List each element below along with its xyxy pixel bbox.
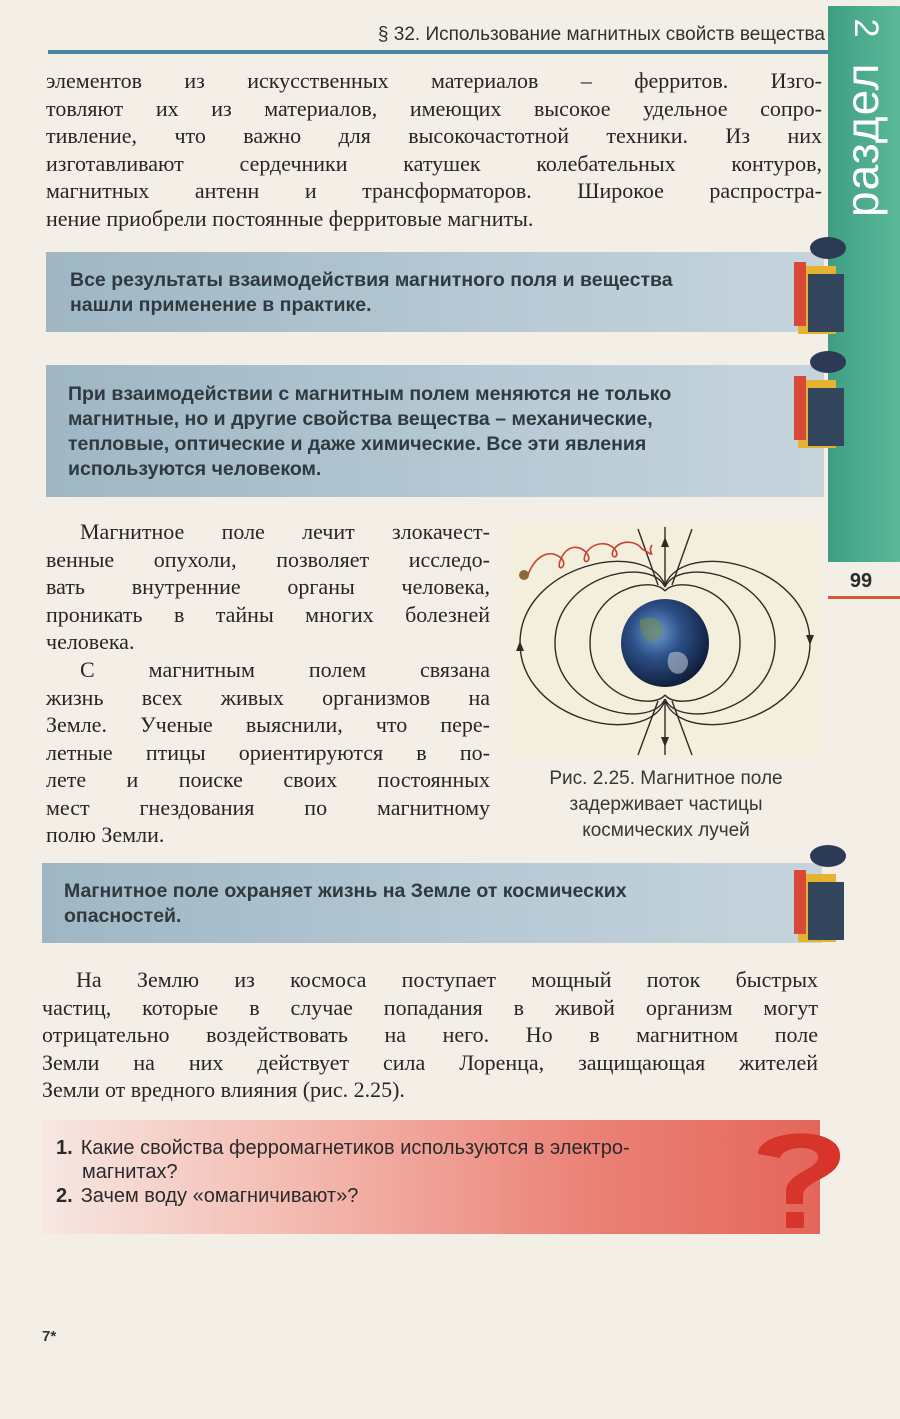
intro-paragraph: [46, 67, 822, 232]
info-icon: [792, 350, 848, 450]
text-line: изготавливают сердечники катушек колебательных контуров,: [46, 150, 822, 176]
text-line: вать внутренние органы человека,: [46, 574, 490, 599]
particle: [519, 570, 529, 580]
question-2: [56, 1184, 358, 1208]
text-line: элементов из искусственных материалов – ферритов. Изго-: [46, 68, 822, 93]
page-number-rule: [828, 596, 900, 599]
paragraph-lorentz: [42, 966, 818, 1104]
question-text-cont: магнитах?: [82, 1161, 178, 1183]
info-icon: [792, 844, 848, 944]
info-icon: [792, 236, 848, 336]
particle-spiral-path: [528, 542, 652, 575]
text-line: отрицательно воздействовать на него. Но в магнитном поле: [42, 1022, 818, 1047]
text-line: лете и поиске своих постоянных: [46, 767, 490, 792]
callout-line: Магнитное поле охраняет жизнь на Земле от космических: [64, 880, 627, 902]
paragraph-birds: [46, 656, 490, 849]
callout-line: Все результаты взаимодействия магнитного поля и вещества: [70, 269, 673, 291]
text-line: тивление, что важно для высокочастотной техники. Из них: [46, 123, 822, 148]
earth-field-illustration: [510, 525, 820, 757]
question-number: 1.: [56, 1137, 73, 1159]
text-line: человека.: [46, 629, 135, 654]
figure-earth-magnetic-field: [510, 525, 820, 757]
running-header: § 32. Использование магнитных свойств вещества: [377, 24, 825, 45]
header-rule: [48, 50, 828, 54]
text-line: венные опухоли, позволяет исследо-: [46, 546, 490, 572]
callout-line: опасностей.: [64, 905, 182, 927]
text-line: нение приобрели постоянные ферритовые магниты.: [46, 205, 534, 231]
text-line: жизнь всех живых организмов на: [46, 684, 490, 710]
text-line: полю Земли.: [46, 822, 165, 847]
text-line: Земли от вредного влияния (рис. 2.25).: [42, 1077, 405, 1102]
text-line: Магнитное поле лечит злокачест-: [80, 519, 490, 544]
question-number: 2.: [56, 1185, 73, 1207]
caption-line: космических лучей: [582, 820, 750, 841]
callout-practice: [46, 252, 824, 332]
text-line: проникать в тайны многих болезней: [46, 601, 490, 627]
figure-caption: [508, 766, 824, 844]
text-line: магнитных антенн и трансформаторов. Широкое распростра-: [46, 178, 822, 203]
text-line: На Землю из космоса поступает мощный поток быстрых: [76, 967, 818, 992]
signature-mark: 7*: [42, 1328, 57, 1345]
text-line: Земле. Ученые выяснили, что пере-: [46, 712, 490, 737]
text-line: мест гнездования по магнитному: [46, 794, 490, 820]
callout-protection: [42, 863, 822, 943]
text-line: товляют их из материалов, имеющих высокое удельное сопро-: [46, 95, 822, 121]
callout-line: магнитные, но и другие свойства вещества – механические,: [68, 408, 653, 430]
earth-globe: [621, 599, 709, 687]
text-line: летные птицы ориентируются в по-: [46, 739, 490, 765]
question-mark-icon: [748, 1124, 848, 1234]
question-text: Какие свойства ферромагнетиков используются в электро-: [80, 1137, 630, 1159]
paragraph-medicine: [46, 518, 490, 656]
text-line: С магнитным полем связана: [80, 657, 490, 682]
section-word: раздел: [836, 62, 888, 217]
section-number: 2: [847, 18, 885, 38]
caption-line: задерживает частицы: [569, 794, 763, 815]
text-line: частиц, которые в случае попадания в живой организм могут: [42, 994, 818, 1020]
callout-line: нашли применение в практике.: [70, 294, 372, 316]
question-1: [56, 1136, 630, 1184]
page-number: 99: [849, 570, 873, 592]
callout-line: тепловые, оптические и даже химические. Все эти явления: [68, 433, 647, 455]
caption-line: Рис. 2.25. Магнитное поле: [549, 768, 783, 789]
callout-line: используются человеком.: [68, 458, 322, 480]
question-text: Зачем воду «омагничивают»?: [80, 1185, 359, 1207]
callout-line: При взаимодействии с магнитным полем меняются не только: [68, 383, 672, 405]
callout-properties: [46, 365, 824, 497]
text-line: Земли на них действует сила Лоренца, защищающая жителей: [42, 1049, 818, 1075]
